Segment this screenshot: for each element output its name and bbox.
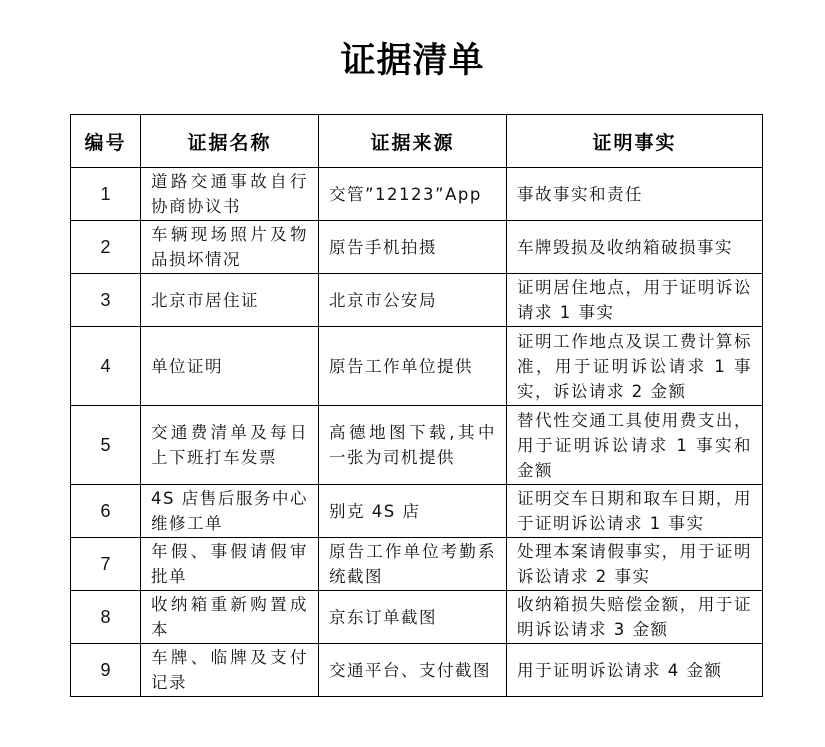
evidence-name	[141, 644, 319, 697]
row-number: 3	[71, 274, 141, 327]
evidence-source-text: 交管”12123”App	[329, 184, 482, 204]
evidence-name-text: 年假、事假请假审批单	[151, 542, 308, 586]
evidence-source-text: 别克 4S 店	[329, 501, 421, 521]
evidence-name-text: 4S 店售后服务中心维修工单	[151, 489, 308, 533]
evidence-source	[319, 274, 507, 327]
header-proven-fact: 证明事实	[507, 115, 763, 168]
row-number: 5	[71, 406, 141, 485]
table-row	[71, 591, 763, 644]
evidence-source-text: 交通平台、支付截图	[329, 660, 491, 680]
proven-fact-text: 事故事实和责任	[517, 184, 643, 204]
table-row	[71, 644, 763, 697]
evidence-name	[141, 168, 319, 221]
header-no: 编号	[71, 115, 141, 168]
row-number: 9	[71, 644, 141, 697]
evidence-name	[141, 538, 319, 591]
proven-fact	[507, 591, 763, 644]
proven-fact-text: 证明工作地点及误工费计算标准，用于证明诉讼请求 1 事实，诉讼请求 2 金额	[517, 331, 752, 401]
evidence-name-text: 道路交通事故自行协商协议书	[151, 172, 308, 216]
evidence-name	[141, 221, 319, 274]
evidence-source	[319, 406, 507, 485]
row-number: 1	[71, 168, 141, 221]
evidence-source	[319, 644, 507, 697]
evidence-source-text: 原告工作单位提供	[329, 356, 473, 376]
evidence-name	[141, 327, 319, 406]
header-evidence-name: 证据名称	[141, 115, 319, 168]
proven-fact-text: 车牌毁损及收纳箱破损事实	[517, 237, 733, 257]
table-header-row	[71, 115, 763, 168]
evidence-source-text: 京东订单截图	[329, 607, 437, 627]
proven-fact-text: 证明交车日期和取车日期，用于证明诉讼请求 1 事实	[517, 489, 752, 533]
evidence-name	[141, 591, 319, 644]
evidence-source-text: 北京市公安局	[329, 290, 437, 310]
row-number: 2	[71, 221, 141, 274]
evidence-table	[70, 114, 763, 697]
evidence-source-text: 原告手机拍摄	[329, 237, 437, 257]
proven-fact-text: 收纳箱损失赔偿金额，用于证明诉讼请求 3 金额	[517, 595, 752, 639]
evidence-source	[319, 168, 507, 221]
proven-fact	[507, 274, 763, 327]
evidence-name-text: 车辆现场照片及物品损坏情况	[151, 225, 308, 269]
evidence-source-text: 高德地图下载,其中一张为司机提供	[329, 423, 496, 467]
document-title: 证据清单	[340, 40, 485, 81]
proven-fact-text: 证明居住地点，用于证明诉讼请求 1 事实	[517, 278, 752, 322]
evidence-source	[319, 538, 507, 591]
evidence-name	[141, 485, 319, 538]
evidence-name-text: 车牌、临牌及支付记录	[151, 648, 308, 692]
table-row	[71, 221, 763, 274]
evidence-source	[319, 221, 507, 274]
table-row	[71, 274, 763, 327]
evidence-name-text: 收纳箱重新购置成本	[151, 595, 308, 639]
proven-fact-text: 替代性交通工具使用费支出，用于证明诉讼请求 1 事实和金额	[517, 410, 752, 480]
row-number: 7	[71, 538, 141, 591]
proven-fact	[507, 327, 763, 406]
proven-fact-text: 用于证明诉讼请求 4 金额	[517, 660, 723, 680]
table-row	[71, 327, 763, 406]
evidence-name-text: 北京市居住证	[151, 290, 259, 310]
row-number: 8	[71, 591, 141, 644]
evidence-name-text: 交通费清单及每日上下班打车发票	[151, 423, 308, 467]
row-number: 6	[71, 485, 141, 538]
table-row	[71, 406, 763, 485]
proven-fact	[507, 221, 763, 274]
proven-fact-text: 处理本案请假事实，用于证明诉讼请求 2 事实	[517, 542, 752, 586]
proven-fact	[507, 485, 763, 538]
evidence-source-text: 原告工作单位考勤系统截图	[329, 542, 496, 586]
header-evidence-source: 证据来源	[319, 115, 507, 168]
table-row	[71, 168, 763, 221]
evidence-source	[319, 327, 507, 406]
row-number: 4	[71, 327, 141, 406]
table-row	[71, 538, 763, 591]
evidence-name	[141, 274, 319, 327]
proven-fact	[507, 168, 763, 221]
proven-fact	[507, 406, 763, 485]
evidence-name	[141, 406, 319, 485]
evidence-source	[319, 591, 507, 644]
evidence-name-text: 单位证明	[151, 356, 223, 376]
proven-fact	[507, 538, 763, 591]
proven-fact	[507, 644, 763, 697]
evidence-source	[319, 485, 507, 538]
table-row	[71, 485, 763, 538]
